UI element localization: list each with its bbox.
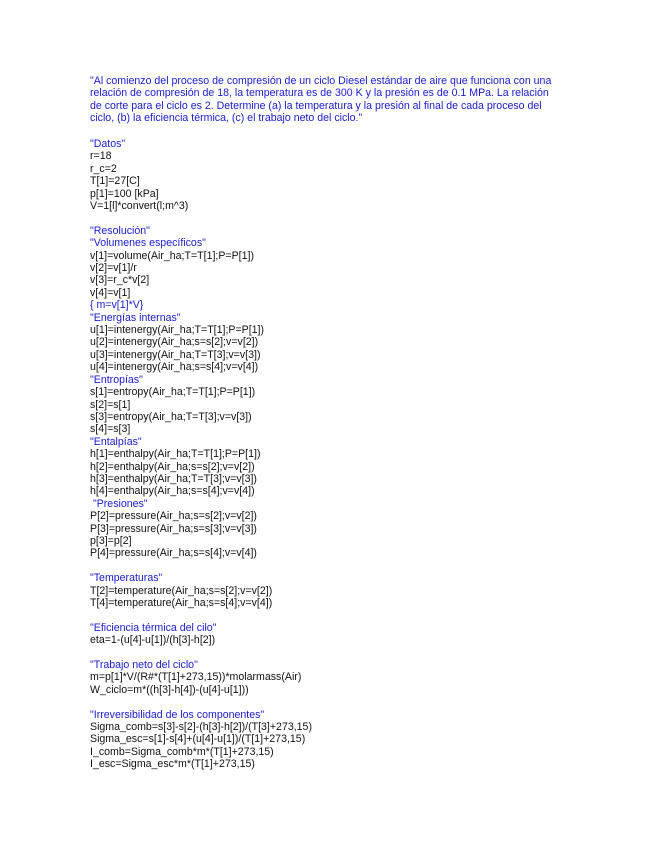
equation-line: T[1]=27[C]	[90, 175, 140, 188]
equation-line: Sigma_esc=s[1]-s[4]+(u[4]-u[1])/(T[1]+273,15)	[90, 733, 306, 746]
blank-line	[90, 609, 570, 621]
equation-line: u[2]=intenergy(Air_ha;s=s[2];v=v[2])	[90, 336, 259, 349]
equation-line: P[4]=pressure(Air_ha;s=s[4];v=v[4])	[90, 547, 257, 560]
equation-line: V=1[l]*convert(l;m^3)	[90, 200, 189, 213]
comment-line: "Entalpías"	[90, 435, 142, 448]
equation-line: I_comb=Sigma_comb*m*(T[1]+273,15)	[90, 745, 274, 758]
equation-line: s[1]=entropy(Air_ha;T=T[1];P=P[1])	[90, 386, 256, 399]
comment-line: "Datos"	[90, 138, 126, 150]
equation-line: v[4]=v[1]	[90, 286, 131, 299]
equation-line: I_esc=Sigma_esc*m*(T[1]+273,15)	[90, 758, 255, 771]
equation-line: s[2]=s[1]	[90, 398, 131, 411]
comment-line: "Irreversibilidad de los componentes"	[90, 708, 265, 721]
comment-line: "Entropías"	[90, 373, 143, 386]
equation-line: T[4]=temperature(Air_ha;s=s[4];v=v[4])	[90, 597, 273, 609]
equation-line: h[1]=enthalpy(Air_ha;T=T[1];P=P[1])	[90, 448, 261, 461]
comment-line: "Eficiencia térmica del cilo"	[90, 621, 217, 634]
equation-line: P[3]=pressure(Air_ha;s=s[3];v=v[3])	[90, 522, 257, 535]
equation-line: r=18	[90, 150, 112, 163]
comment-line: "Resolución"	[90, 224, 150, 237]
equation-line: Sigma_comb=s[3]-s[2]-(h[3]-h[2])/(T[3]+273,15)	[90, 721, 312, 734]
equation-line: P[2]=pressure(Air_ha;s=s[2];v=v[2])	[90, 510, 257, 523]
equation-listing	[90, 138, 570, 771]
comment-line: "Energías internas"	[90, 311, 181, 324]
equation-line: v[2]=v[1]/r	[90, 262, 137, 275]
comment-line: "Trabajo neto del ciclo"	[90, 659, 198, 671]
blank-line	[90, 212, 570, 224]
equation-line: h[2]=enthalpy(Air_ha;s=s[2];v=v[2])	[90, 460, 255, 473]
comment-line: "Presiones"	[90, 497, 148, 510]
equation-line: u[1]=intenergy(Air_ha;T=T[1];P=P[1])	[90, 324, 265, 337]
comment-line: "Volumenes específicos"	[90, 237, 206, 250]
blank-line	[90, 560, 570, 572]
equation-line: s[3]=entropy(Air_ha;T=T[3];v=v[3])	[90, 410, 252, 423]
equation-line: W_ciclo=m*((h[3]-h[4])-(u[4]-u[1]))	[90, 683, 249, 696]
equation-line: m=p[1]*V/(R#*(T[1]+273,15))*molarmass(Air)	[90, 671, 302, 684]
equation-line: h[4]=enthalpy(Air_ha;s=s[4];v=v[4])	[90, 485, 255, 498]
blank-line	[90, 647, 570, 659]
equation-line: s[4]=s[3]	[90, 423, 131, 436]
equation-line: h[3]=enthalpy(Air_ha;T=T[3];v=v[3])	[90, 472, 257, 485]
comment-line: { m=v[1]*V}	[90, 299, 144, 312]
equation-line: T[2]=temperature(Air_ha;s=s[2];v=v[2])	[90, 584, 273, 597]
equation-line: u[4]=intenergy(Air_ha;s=s[4];v=v[4])	[90, 361, 259, 374]
equation-line: p[3]=p[2]	[90, 534, 132, 547]
equation-line: eta=1-(u[4]-u[1])/(h[3]-h[2])	[90, 634, 216, 647]
comment-line: "Temperaturas"	[90, 572, 163, 585]
equation-line: v[1]=volume(Air_ha;T=T[1];P=P[1])	[90, 249, 254, 262]
equation-line: p[1]=100 [kPa]	[90, 187, 159, 200]
equation-line: r_c=2	[90, 162, 117, 175]
problem-statement: "Al comienzo del proceso de compresión de un ciclo Diesel estándar de aire que funciona con una relación de compresión de 18, la temperatura es de 300 K y la presión es de 0.1 MPa. La relación de corte para el ciclo es 2. Determine (a) la temperatura y la presión al final de cada proceso del ciclo, (b) la eficiencia térmica, (c) el trabajo neto del ciclo."	[90, 75, 552, 125]
blank-line	[90, 696, 570, 708]
equation-line: u[3]=intenergy(Air_ha;T=T[3];v=v[3])	[90, 348, 261, 361]
equation-line: v[3]=r_c*v[2]	[90, 274, 150, 287]
